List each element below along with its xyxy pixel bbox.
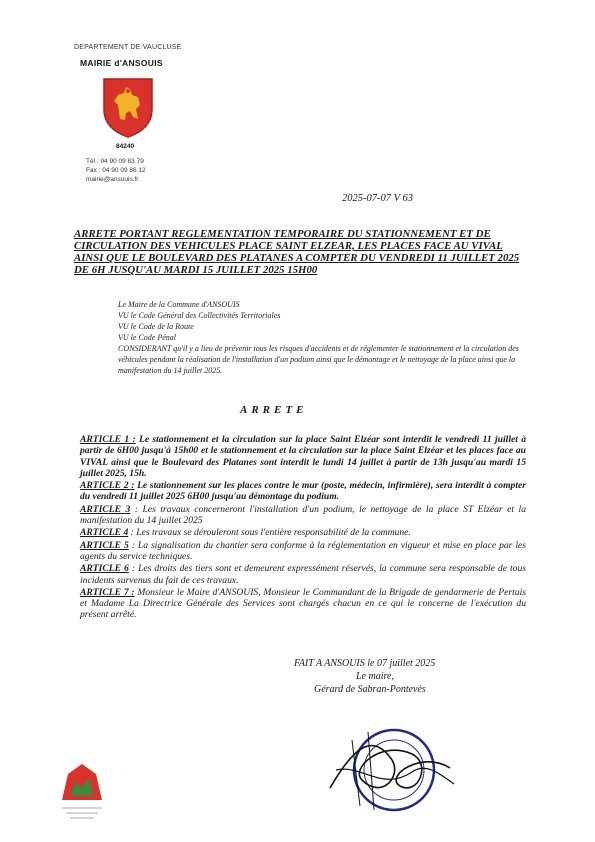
article-2 bbox=[80, 480, 526, 503]
article-label: ARTICLE 1 : bbox=[80, 434, 136, 445]
article-label: ARTICLE 2 : bbox=[80, 480, 135, 492]
article-label: ARTICLE 7 : bbox=[80, 586, 135, 598]
email-line: mairie@ansouis.fr bbox=[86, 176, 139, 183]
article-7 bbox=[80, 587, 526, 621]
article-label: ARTICLE 4 bbox=[80, 527, 129, 539]
article-text: Le stationnement et la circulation sur la place Saint Elzéar sont interdit le vendredi 11 juillet à partir de 6H00 jusqu'à 15h00 et le stationnement et la circulation sur la place Saint Elzéar et les places face au VIVAL ainsi que le Boulevard des Platanes sont interdit le lundi 14 juillet à partir de 13h jusqu'au mardi 15 juillet 2025, 15h. bbox=[80, 434, 527, 479]
article-label: ARTICLE 3 bbox=[80, 503, 131, 515]
article-label: ARTICLE 5 bbox=[80, 539, 129, 551]
considerant-line: VU le Code de la Route bbox=[118, 322, 194, 331]
signer-name: Gérard de Sabran-Pontevès bbox=[314, 684, 426, 695]
article-4 bbox=[80, 527, 526, 538]
article-text: : La signalisation du chantier sera conforme à la réglementation en vigueur et mise en place par les agents du service techniques. bbox=[80, 539, 526, 562]
signer-role: Le maire, bbox=[356, 671, 394, 682]
arrete-title: ARRETE PORTANT REGLEMENTATION TEMPORAIRE DU STATIONNEMENT ET DE CIRCULATION DES VEHICULES PLACE SAINT ELZEAR, LES PLACES FACE AU VIVAL AINSI QUE LE BOULEVARD DES PLATANES A COMPTER DU VENDREDI 11 JUILLET 2025 DE 6H JUSQU'AU MARDI 15 JUILLET 2025 15H00 bbox=[74, 228, 520, 276]
mairie-name: MAIRIE d'ANSOUIS bbox=[80, 58, 163, 68]
article-text: Le stationnement sur les places contre le mur (poste, médecin, infirmière), sera interdit à compter du vendredi 11 juillet 2025 6H00 jusqu'au démontage du podium. bbox=[80, 480, 526, 503]
articles-block bbox=[80, 434, 526, 622]
article-text: : Les travaux concerneront l'installation d'un podium, le nettoyage de la place ST Elzéar et la manifestation du 14 juillet 2025 bbox=[80, 503, 526, 527]
fait-line: FAIT A ANSOUIS le 07 juillet 2025 bbox=[294, 658, 436, 669]
article-5 bbox=[80, 540, 526, 563]
fax-line: Fax : 04 90 09 86 12 bbox=[86, 167, 146, 174]
article-text: : Les droits des tiers sont et demeurent expressément réservés, la commune sera responsable de tous incidents survenus du fait de ces travaux. bbox=[80, 563, 526, 586]
article-label: ARTICLE 6 bbox=[80, 563, 129, 575]
considerant-line: CONSIDERANT qu'il y a lieu de prévenir tous les risques d'accidents et de réglementer le stationnement et la circulation des véhicules pendant la réalisation de l'installation d'un podium ainsi que le démontage et le nettoyage de la place ainsi que la manifestation du 14 juillet 2025. bbox=[118, 344, 519, 375]
article-text: : Les travaux se dérouleront sous l'entière responsabilité de la commune. bbox=[128, 527, 411, 539]
signature-block bbox=[294, 657, 504, 696]
considerant-line: VU le Code Général des Collectivités Territoriales bbox=[118, 311, 281, 320]
arrete-heading: ARRETE bbox=[240, 404, 308, 416]
arrete-reference: 2025-07-07 V 63 bbox=[342, 193, 413, 204]
article-text: Monsieur le Maire d'ANSOUIS, Monsieur le Commandant de la Brigade de gendarmerie de Pertuis et Madame La Directrice Générale des Services sont chargés chacun en ce qui le concerne de l'exécution du présent arrêté. bbox=[80, 586, 527, 621]
tel-line: Tél : 04 90 09 83 79 bbox=[86, 158, 144, 165]
department-label: DEPARTEMENT DE VAUCLUSE bbox=[74, 44, 182, 51]
article-6 bbox=[80, 563, 526, 586]
considerant-line: VU le Code Pénal bbox=[118, 333, 176, 342]
postcode: 84240 bbox=[116, 143, 135, 150]
coat-of-arms-icon bbox=[100, 75, 156, 139]
considerants-block bbox=[118, 299, 526, 376]
plus-beaux-villages-logo-icon bbox=[58, 760, 106, 826]
considerant-line: Le Maire de la Commune d'ANSOUIS bbox=[118, 300, 240, 309]
article-3 bbox=[80, 504, 526, 527]
contact-block bbox=[86, 157, 206, 184]
article-1 bbox=[80, 434, 526, 479]
official-stamp-icon bbox=[322, 710, 462, 830]
